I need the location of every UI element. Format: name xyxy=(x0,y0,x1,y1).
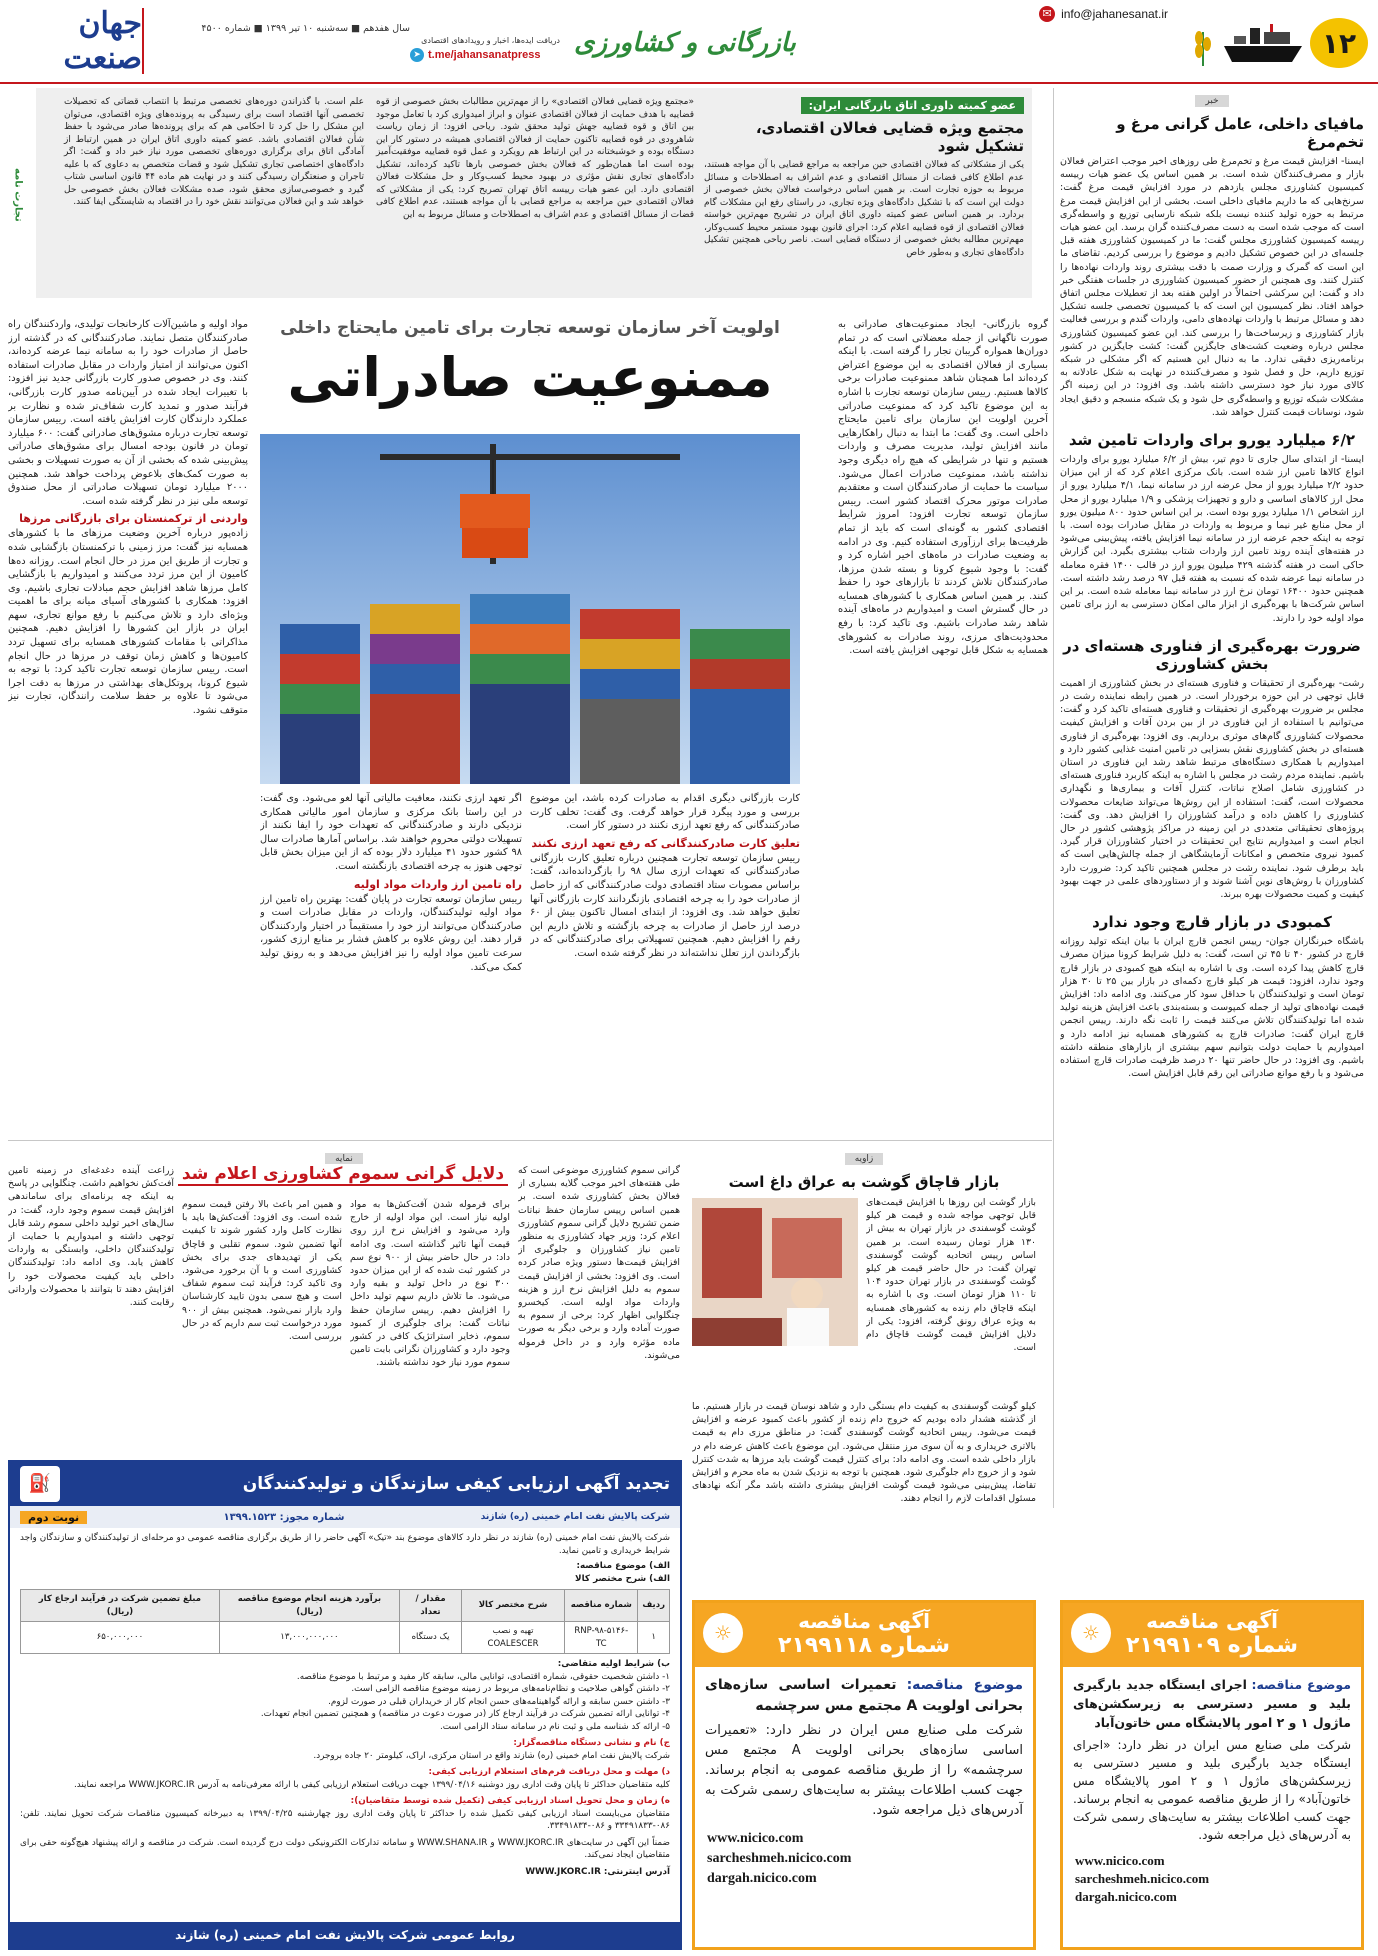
email-link[interactable]: ✉ info@jahanesanat.ir xyxy=(1039,6,1168,22)
table-cell: ۱ xyxy=(638,1622,670,1654)
table-cell: ۱۳,۰۰۰,۰۰۰,۰۰۰ xyxy=(219,1622,399,1654)
main-col-c: کارت بازرگانی دیگری اقدام به صادرات کرده باشد، این موضوع بررسی و مورد پیگرد قرار خواهد گرفت. وی گفت: تخلف کارت صادرکنندگانی که رفع تعهد ارزی نکنند در دستور کار است. تعلیق کارت صادرکنندگانی که رفع تعهد ارزی نکنند رییس سازمان توسعه تجارت همچنین درباره تعلیق کارت بازرگانی صادرکنندگانی که تعهدات ارزی سال ۹۸ را بازگردانده‌اند، گفت: براساس مصوبات ستاد اقتصادی دولت صادرکنندگانی که ارز حاصل از صادرات خود را به چرخه اقتصادی بازنگردانند کارت بازرگانی آنها تعلیق خواهد شد. وی افزود: از ابتدای امسال تاکنون بیش از ۶۰ درصد ارز حاصل از صادرات به چرخه بازگشته و تلاش داریم این رقم را افزایش دهیم. همچنین تسهیلاتی برای صادرکنندگانی که در بازگرداندن ارز تعلل نداشته‌اند در نظر گرفته شده است. xyxy=(530,793,800,959)
tender-links xyxy=(695,1829,1033,1889)
table-header-cell: برآورد هزینه انجام موضوع مناقصه (ریال) xyxy=(219,1590,399,1622)
article-title: ۶/۲ میلیارد یورو برای واردات تامین شد xyxy=(1068,431,1356,450)
main-kicker: اولویت آخر سازمان توسعه تجارت برای تامین مایحتاج داخلی xyxy=(280,318,780,338)
article-body: باشگاه خبرنگاران جوان- رییس انجمن قارچ ایران با بیان اینکه تولید روزانه قارچ در کشور ۴۰ تا ۴۵ تن است، گفت: به دلیل شرایط کرونا میزان مصرف قارچ کاهش پیدا کرده است. وی با اشاره به اینکه هیچ کمبودی در بازار قارچ وجود ندارد، افزود: قیمت هر کیلو قارچ دکمه‌ای در بازار بین ۲۵ تا ۳۰ هزار تومان است و تولیدکنندگان با حداقل سود کار می‌کنند. وی ادامه داد: افزایش قیمت نهاده‌های تولید از جمله کمپوست و بسته‌بندی باعث افزایش هزینه تولید شده اما تولیدکنندگان تلاش می‌کنند قیمت را ثابت نگه دارند. رییس انجمن قارچ ایران گفت: صادرات قارچ به کشورهای همسایه نیز ادامه دارد و امیدواریم با حمایت دولت بتوانیم سهم بیشتری از بازارهای منطقه داشته باشیم. وی افزود: در حال حاضر تنها ۲۰ درصد ظرفیت صادرات قارچ استفاده می‌شود و با رفع موانع صادراتی این رقم قابل افزایش است. xyxy=(1060,936,1364,1080)
cargo-ship-icon xyxy=(1220,22,1306,68)
article-title: ضرورت بهره‌گیری از فناوری هسته‌ای در بخش کشاورزی xyxy=(1063,636,1361,673)
table-cell: ۶۵۰,۰۰۰,۰۰۰ xyxy=(21,1622,220,1654)
side-tag: تجارت نامه xyxy=(12,168,24,222)
note-box: نمایه دلایل گرانی سموم کشاورزی اعلام شد گرانی سموم کشاورزی موضوعی است که طی هفته‌های اخیر موجب گلایه بسیاری از فعالان بخش کشاورزی شده است. بر همین اساس رییس سازمان حفظ نباتات ضمن تشریح دلایل گرانی سموم کشاورزی اعلام کرد: وزیر جهاد کشاورزی به منظور تامین نیاز کشاورزان و جلوگیری از افزایش قیمت‌ها دستور ویژه صادر کرده است. وی افزود: بخشی از افزایش قیمت سموم به دلیل افزایش نرخ ارز و هزینه واردات مواد اولیه است. کیخسرو چنگلوایی اظهار کرد: برخی از سموم به صورت آماده وارد و برخی دیگر به صورت ماده مؤثره وارد و در داخل فرموله می‌شوند. برای فرموله شدن آفت‌کش‌ها به مواد اولیه نیاز است. این مواد اولیه از خارج وارد می‌شود و افزایش نرخ ارز روی قیمت آنها تاثیر گذاشته است. وی ادامه داد: در حال حاضر بیش از ۹۰۰ نوع سم در کشور ثبت شده که از این میزان حدود ۳۰۰ نوع در داخل تولید و بقیه وارد می‌شود. ما تلاش داریم سهم تولید داخل را افزایش دهیم. رییس سازمان حفظ نباتات گفت: برای جلوگیری از کمبود سموم، ذخایر استراتژیک کافی در کشور وجود دارد و کشاورزان نگرانی بابت تامین سموم مورد نیاز خود نداشته باشند. و همین امر باعث بالا رفتن قیمت سموم شده است. وی افزود: آفت‌کش‌ها باید با نظارت کامل وارد کشور شوند تا کیفیت آنها تضمین شود. سموم تقلبی و قاچاق یکی از تهدیدهای جدی برای بخش کشاورزی است و با آن برخورد می‌شود. وی تاکید کرد: فرآیند ثبت سموم شفاف است و هیچ سمی بدون تایید کارشناسان وارد بازار نمی‌شود. همچنین بیش از ۹۰۰ مورد درخواست ثبت سم داریم که در حال بررسی است. زراعت آینده دغدغه‌ای در زمینه تامین آفت‌کش نخواهیم داشت. چنگلوایی در پاسخ به اینکه چه برنامه‌ای برای ساماندهی افزایش قیمت سموم وجود دارد، گفت: در سال‌های اخیر تولید داخلی سموم رشد قابل توجهی داشته و امیدواریم با حمایت از تولیدکنندگان داخلی، وابستگی به واردات کاهش یابد. وی ادامه داد: تولیدکنندگان داخلی باید کیفیت محصولات خود را افزایش دهند تا بتوانند با محصولات وارداتی رقابت کنند. xyxy=(8,1154,680,1369)
table-row xyxy=(21,1622,670,1654)
website-link[interactable]: dargah.nicico.com xyxy=(1075,1889,1177,1904)
main-col-b: مواد اولیه و ماشین‌آلات کارخانجات تولیدی، وارد‌کنندگان راه صادرکنندگان متصل نمایند. صادرکنندگانی که در گذشته ارز حاصل از صادرات خود را به سامانه نیما عرضه کرده‌اند، اکنون می‌توانند از امتیاز واردات در مقابل صادرات استفاده کنند. وی در خصوص صدور کارت بازرگانی جدید نیز افزود: با تغییرات ایجاد شده در آیین‌نامه صدور کارت بازرگانی، فرآیند صدور و تمدید کارت شفاف‌تر شده و نظارت بر عملکرد دارندگان کارت افزایش یافته است. رییس سازمان توسعه تجارت درباره مشوق‌های صادراتی گفت: ۶۰۰ میلیارد تومان در قانون بودجه امسال برای مشوق‌های صادراتی پیش‌بینی شده که بخشی از آن به صورت تسهیلات و بخشی به صورت کمک‌های بلاعوض پرداخت خواهد شد. همچنین ۲۰۰۰ میلیارد تومان تسهیلات صادراتی از محل صندوق توسعه ملی نیز در نظر گرفته شده است. واردنی از ترکمنستان برای بازرگانی مرزها زاده‌پور درباره آخرین وضعیت مرزهای ما با کشورهای همسایه نیز گفت: مرز زمینی با ترکمنستان بازگشایی شده و تجارت از طریق این مرز در حال انجام است. روزانه ده‌ها کامیون از این مرز تردد می‌کنند و امیدواریم با بازگشایی کامل مرزها شاهد افزایش حجم مبادلات تجاری باشیم. وی افزود: همکاری با کشورهای آسیای میانه برای ما اهمیت ویژه‌ای دارد و تلاش می‌کنیم با رفع موانع تجاری، سهم ایران در بازار این کشورها را افزایش دهیم. همچنین مذاکراتی با مقامات کشورهای همسایه برای تسهیل تردد کامیون‌ها و کاهش زمان توقف در مرزها در حال انجام است. رییس سازمان توسعه تجارت تاکید کرد: با توجه به شیوع کرونا، پروتکل‌های بهداشتی در مرزها به دقت اجرا می‌شود تا علاوه بر حفظ سلامت رانندگان، تجارت نیز متوقف نشود. xyxy=(8,319,248,717)
tender-links xyxy=(1063,1852,1361,1906)
website-link[interactable]: www.nicico.com xyxy=(1075,1853,1165,1868)
ad-company: شرکت پالایش نفت امام خمینی (ره) شازند xyxy=(480,1512,670,1522)
article-body: ایسنا- از ابتدای سال جاری تا دوم تیر، بیش از ۶/۲ میلیارد یورو برای واردات انواع کالاها تامین ارز شده است. بانک مرکزی اعلام کرد که از این میزان حدود ۲/۲ میلیارد یورو از محل عرضه ارز در سامانه نیما، ۴/۱ میلیارد یورو از محل ارز کالاهای اساسی و دارو و تجهیزات پزشکی و ۱/۹ میلیارد یورو از محل ارز اشخاص ۱/۱ میلیارد یورو بوده است. بر این اساس حدود ۸۰۰ میلیون یورو از محل منابع غیر نیما و مربوط به واردات در مقابل صادرات بوده است. با توجه به اینکه حجم عرضه ارز در سامانه نیما افزایش یافته، پیش‌بینی می‌شود در هفته‌های آینده روند تامین ارز واردات شتاب بیشتری بگیرد. این گزارش حاکی است در هفته گذشته ۴۲۹ میلیون یورو ارز در قالب ۱۴۰۰ فقره معامله در سامانه نیما عرضه شده که نسبت به هفته قبل ۹۷ درصد رشد داشته است. همچنین حدود ۱۶۴۰۰ تومان نرخ ارز در سامانه نیما معامله شده است. بر این اساس شرکت‌ها با بهره‌گیری از ابزار مالی امکان دسترسی به ارز برای تامین مواد اولیه خود را دارند. xyxy=(1060,454,1364,624)
article-title: کمبودی در بازار قارچ وجود ندارد xyxy=(1092,913,1332,932)
table-header-cell: شماره مناقصه xyxy=(565,1590,638,1622)
corner-title: بازار قاچاق گوشت به عراق داغ است xyxy=(728,1173,1000,1191)
main-col-d: اگر تعهد ارزی نکنند، معافیت مالیاتی آنها لغو می‌شود. وی گفت: در این راستا بانک مرکزی و سازمان امور مالیاتی همکاری نزدیکی دارند و صادرکنندگانی که تعهدات خود را ایفا نکنند از تسهیلات دولتی محروم خواهند شد. براساس آمارها صادرات سال ۹۸ کشور حدود ۴۱ میلیارد دلار بوده که از این میزان بخش قابل توجهی هنوز به چرخه اقتصادی بازنگشته است. راه تامین ارز واردات مواد اولیه رییس سازمان توسعه تجارت در پایان گفت: بهترین راه تامین ارز مواد اولیه تولیدکنندگان، واردات در مقابل صادرات است و صادرکنندگان می‌توانند ارز خود را مستقیماً در اختیار واردکنندگان قرار دهند. این روش علاوه بر کاهش فشار بر منابع ارزی کشور، سرعت تامین مواد اولیه را نیز افزایش می‌دهد و به رونق تولید کمک می‌کند. xyxy=(260,793,522,973)
top-news-col2: «مجتمع ویژه قضایی فعالان اقتصادی» را از مهم‌ترین مطالبات بخش خصوصی از قوه قضاییه با هدف حمایت از فعالان اقتصادی عنوان و ابراز امیدواری کرد با تعامل موجود بین اتاق و قوه قضاییه جهش تولید محقق شود. ریاحی افزود: از زمان ریاست شاهرودی در قوه قضاییه تاکنون حمایت از فعالان اقتصادی همیشه در دستور کار این دستگاه بوده و خوشبختانه در این ارتباط هم رویکرد و عمل قوه قضاییه موفقیت‌آمیز بوده است اما همان‌طور که فعالان بخش خصوصی بارها تاکید کرده‌اند، تشکیل دادگاه‌های تجاری نقش مؤثری در بهبود محیط کسب‌وکار و حل مشکلات فعالان اقتصادی دارد. این عضو هیات رییسه اتاق تهران تصریح کرد: یکی از مشکلاتی که فعالان اقتصادی حین مراجعه به مراجع قضایی با آن مواجه هستند، عدم اطلاع کافی قضات از مسائل اقتصادی و عدم اشراف به اصطلاحات و مسائل مربوط به این xyxy=(376,97,694,220)
condition-item: ۵- ارائه کد شناسه ملی و ثبت نام در سامانه ستاد الزامی است. xyxy=(440,1721,670,1732)
tender-ad-b: آگهی مناقصه شماره ۲۱۹۹۱۰۹ ☼ موضوع مناقصه: اجرای ایستگاه جدید بارگیری بلید و مسیر دسترسی به زیرسکشن‌های ماژول ۱ و ۲ امور پالایشگاه مس خاتون‌آباد شرکت ملی صنایع مس ایران در نظر دارد: «اجرای ایستگاه جدید بارگیری بلید و مسیر دسترسی به زیرسکشن‌های ماژول ۱ و ۲ امور پالایشگاه مس خاتون‌آباد» را از طریق مناقصه عمومی به انجام برساند. جهت کسب اطلاعات بیشتر به سایت‌های رسمی شرکت به آدرس‌های ذیل مراجعه شود. www.nicico.com sarcheshmeh.nicico.com dargah.nicico.com xyxy=(1060,1600,1364,1950)
news-tag: خبر xyxy=(1195,95,1228,107)
condition-item: ۲- داشتن گواهی صلاحیت و نظام‌نامه‌های مربوط در زمینه موضوع مناقصه الزامی است. xyxy=(351,1684,670,1694)
nicico-logo-icon: ☼ xyxy=(703,1613,743,1653)
website-link[interactable]: dargah.nicico.com xyxy=(707,1871,817,1886)
section-title: بازرگانی و کشاورزی xyxy=(574,28,796,58)
table-cell: RNP-۹۸-۵۱۴۶-TC xyxy=(565,1622,638,1654)
main-intro-col: گروه بازرگانی- ایجاد ممنوعیت‌های صادراتی به صورت ناگهانی از جمله معضلاتی است که در تمام دوران‌ها همواره گریبان تجار را گرفته است. با اینکه بسیاری از فعالان اقتصادی به این موضوع اعتراض کرده‌اند اما همچنان شاهد ممنوعیت صادرات برخی کالاها هستیم. رییس سازمان توسعه تجارت با اشاره به این موضوع تاکید کرد که ممنوعیت صادراتی آخرین اولویت این سازمان برای تامین مایحتاج داخلی است. وی گفت: ما ابتدا به دنبال راهکارهایی مانند افزایش تولید، مدیریت مصرف و واردات هستیم و تنها در شرایطی که هیچ راه دیگری وجود نداشته باشد، ممنوعیت صادرات اعمال می‌شود. سیاست ما حمایت از صادرکنندگان است و معتقدیم صادرات موتور محرک اقتصاد کشور است. رییس سازمان توسعه تجارت افزود: امروز شرایط اقتصادی کشور به گونه‌ای است که باید از تمام ظرفیت‌ها برای ارزآوری استفاده کنیم. وی در ادامه به وضعیت صادرات در ماه‌های اخیر اشاره کرد و گفت: با وجود شیوع کرونا و بسته شدن مرزها، صادرکنندگان تلاش کردند تا بازارهای خود را حفظ کنند. بر همین اساس همکاری با کشورهای همسایه در حال گسترش است و امیدواریم در ماه‌های آینده شاهد رشد صادرات باشیم. وی تاکید کرد: با رفع محدودیت‌های مرزی، روند صادرات به کشورهای همسایه به شکل قابل توجهی افزایش یافته است. xyxy=(838,319,1048,657)
ad-round: نوبت دوم xyxy=(20,1511,87,1524)
table-header-cell: مقدار / تعداد xyxy=(400,1590,462,1622)
right-news-column xyxy=(1060,88,1364,1508)
container-port-photo xyxy=(260,434,800,784)
table-header-cell: ردیف xyxy=(638,1590,670,1622)
condition-item: ۳- داشتن حسن سابقه و ارائه گواهینامه‌های حسن انجام کار از خریداران قبلی در صورت لزوم. xyxy=(328,1696,670,1707)
wheat-icon xyxy=(1188,26,1218,66)
page-number: ۱۲ xyxy=(1310,18,1368,68)
email-icon: ✉ xyxy=(1039,6,1055,22)
condition-item: ۴- توانایی ارائه تضمین شرکت در فرآیند ارجاع کار (در صورت دعوت در مناقصه) و همچنین تضمین انجام تعهدات. xyxy=(260,1709,670,1719)
website-link[interactable]: sarcheshmeh.nicico.com xyxy=(1075,1871,1210,1886)
refinery-logo-icon: ⛽ xyxy=(20,1466,60,1502)
newspaper-logo: جهان صنعت xyxy=(10,8,144,74)
telegram-promo[interactable]: دریافت ایده‌ها، اخبار و رویدادهای اقتصادی t.me/jahansanatpress ➤ xyxy=(410,36,560,62)
website-link[interactable]: www.nicico.com xyxy=(707,1831,804,1846)
tender-ad-a: آگهی مناقصه شماره ۲۱۹۹۱۱۸ ☼ موضوع مناقصه: تعمیرات اساسی سازه‌های بحرانی اولویت A مجتمع مس سرچشمه شرکت ملی صنایع مس ایران در نظر دارد: «تعمیرات اساسی سازه‌های بحرانی اولویت A مجتمع مس سرچشمه» را از طریق مناقصه عمومی به انجام برساند. جهت کسب اطلاعات بیشتر به سایت‌های رسمی شرکت به آدرس‌های ذیل مراجعه شود. www.nicico.com sarcheshmeh.nicico.com dargah.nicico.com xyxy=(692,1600,1036,1950)
masthead xyxy=(0,0,1378,84)
top-news-title: مجتمع ویژه قضایی فعالان اقتصادی، تشکیل شود xyxy=(755,119,1024,155)
top-news-col1: یکی از مشکلاتی که فعالان اقتصادی حین مراجعه به مراجع قضایی با آن مواجه هستند، عدم اطلاع کافی قضات از مسائل اقتصادی و عدم اشراف به اصطلاحات و مسائل مربوط به حوزه تجارت است. بر همین اساس درخواست فعالان بخش خصوصی از دولت این است که با تشکیل دادگاه‌های ویژه تجاری، در راستای رفع این مشکلات گام بردارد. بر همین اساس عضو کمیته داوری اتاق ایران در تشریح مهم‌ترین خواسته فعالان اقتصادی از قوه قضاییه اعلام کرد: اجرای قانون بهبود مستمر محیط کسب‌وکار، مهم‌ترین مطالبه بخش خصوصی از دستگاه قضایی است. ناصر ریاحی همچنین تشکیل دادگاه‌های تجاری و به‌طور خاص xyxy=(704,160,1024,258)
ad-title: تجدید آگهی ارزیابی کیفی سازندگان و تولیدکنندگان xyxy=(242,1474,670,1494)
article-body: ایسنا- افزایش قیمت مرغ و تخم‌مرغ طی روزهای اخیر موجب اعتراض فعالان بازار و مصرف‌کنندگان شده است. بر همین اساس یک عضو هیات رییسه کمیسیون کشاورزی مجلس یازدهم در مورد افزایش قیمت مرغ گفت: سرنخ‌هایی که ما داریم مافیای داخلی است. بخشی از این افزایش قیمت مرغ مرتبط به حوزه تولید کننده نیست بلکه شبکه نارسایی توزیع و واسطه‌گری است که موجب شده است به دست مصرف‌کننده گران برسد. این عضو هیات رییسه کمیسیون کشاورزی مجلس گفت: ما در کمیسیون کشاورزی هفته قبل جلسه‌ای در این خصوص تشکیل دادیم و موضوع را بررسی کردیم. تقاضای ما این است که گمرک و وزارت صمت با دقت بیشتری روند واردات نهاده‌ها را کنترل کنند. وی همچنین از حضور کمیسیون کشاورزی در جلسات هفتگی خبر داد و گفت: این سرکشی احتمالاً در اولین هفته بعد از تعطیلات مجلس اتفاق خواهد افتاد. نظر کمیسیون این است که با کمیسیون تخصصی جلسه تشکیل دهد و مسائل مرتبط با واردات نهاده‌های دامی، واردات گندم و بررسی فعالیت بازار کشاورزی و زیرساخت‌ها را بررسی کند. این عضو کمیسیون کشاورزی مجلس درباره وضعیت کشت‌های جایگزین گفت: کشت جایگزین در کشور برنامه‌ریزی دقیقی ندارد. ما به دنبال این هستیم که اگر مشکلی در شبکه توزیع داریم، حل و فصل شود و مصرف‌کننده در نهایت به شکل عادلانه به کالای مورد نیاز خود دسترسی داشته باشد. وی افزود: در این زمینه اگر مشکلات شبکه توزیع و واسطه‌گری حل شود و یک شبکه منسجم و دقیق ایجاد شود، نوسانات قیمت کنترل خواهد شد. xyxy=(1060,156,1364,418)
butcher-photo xyxy=(692,1198,858,1346)
table-header-cell: شرح مختصر کالا xyxy=(461,1590,564,1622)
table-cell: تهیه و نصب COALESCER xyxy=(461,1622,564,1654)
issue-info: سال هفدهم ■ سه‌شنبه ۱۰ تیر ۱۳۹۹ ■ شماره ۴۵۰۰ xyxy=(201,23,410,34)
website-link[interactable]: sarcheshmeh.nicico.com xyxy=(707,1851,852,1866)
refinery-ad: تجدید آگهی ارزیابی کیفی سازندگان و تولیدکنندگان ⛽ شرکت پالایش نفت امام خمینی (ره) شازند شماره مجوز: ۱۳۹۹.۱۵۲۳ نوبت دوم شرکت پالایش نفت امام خمینی (ره) شازند در نظر دارد کالاهای موضوع بند «تیک» آگهی حاضر را از طریق برگزاری مناقصه عمومی دو مرحله‌ای از تولیدکنندگان و سازندگان واجد شرایط خریداری و تامین نماید. الف) موضوع مناقصه: الف) شرح مختصر کالا ردیف شماره مناقصه شرح مختصر کالا مقدار / تعداد برآورد هزینه انجام موضوع مناقصه (ریال) مبلغ تضمین شرکت در فرآیند ارجاع کار (ریال) ۱ RNP-۹۸-۵۱۴۶-TC تهیه و نصب COALESCER یک دستگاه ۱۳,۰۰۰,۰۰۰,۰۰۰ ۶۵۰,۰۰۰,۰۰۰ ب) شرایط اولیه متقاضی: ۱- داشتن شخصیت حقوقی، شماره اقتصادی، توانایی مالی، سابقه کار مفید و مرتبط با موضوع مناقصه. ۲- داشتن گواهی صلاحیت و نظام‌نامه‌های مربوط در زمینه موضوع مناقصه الزامی است. ۳- داشتن حسن سابقه و ارائه گواهینامه‌های حسن انجام کار از خریداران قبلی در صورت لزوم. ۴- توانایی ارائه تضمین شرکت در فرآیند ارجاع کار (در صورت دعوت در مناقصه) و همچنین تضمین انجام تعهدات. ۵- ارائه کد شناسه ملی و ثبت نام در سامانه ستاد الزامی است. ج) نام و نشانی دستگاه مناقصه‌گزار: شرکت پالایش نفت امام خمینی (ره) شازند واقع در استان مرکزی، اراک، کیلومتر ۲۰ جاده بروجرد. د) مهلت و محل دریافت فرم‌های استعلام ارزیابی کیفی: کلیه متقاضیان حداکثر تا پایان وقت اداری روز دوشنبه ۱۳۹۹/۰۴/۱۶ جهت دریافت استعلام ارزیابی کیفی با ارائه معرفی‌نامه به آدرس WWW.JKORC.IR مراجعه نمایند. ه) زمان و محل تحویل اسناد ارزیابی کیفی (تکمیل شده توسط متقاضیان): متقاضیان می‌بایست اسناد ارزیابی کیفی تکمیل شده را حداکثر تا پایان وقت اداری روز چهارشنبه ۱۳۹۹/۰۴/۲۵ به دبیرخانه کمیسیون مناقصات شرکت تحویل نمایند. تلفن: ۰۸۶-۳۳۴۹۱۸۳۳ و ۰۸۶-۳۳۴۹۱۸۳۴. ضمناً این آگهی در سایت‌های WWW.JKORC.IR و WWW.SHANA.IR و سامانه تدارکات الکترونیکی دولت درج گردیده است. شرکت در مناقصه و ارائه پیشنهاد هیچ‌گونه حقی برای متقاضیان ایجاد نمی‌کند. آدرس اینترنتی: WWW.JKORC.IR روابط عمومی شرکت پالایش نفت امام خمینی (ره) شازند xyxy=(8,1460,682,1950)
condition-item: ۱- داشتن شخصیت حقوقی، شماره اقتصادی، توانایی مالی، سابقه کار مفید و مرتبط با موضوع مناقصه. xyxy=(296,1671,670,1682)
main-headline: ممنوعیت صادراتی xyxy=(287,346,773,409)
corner-tag: زاویه xyxy=(845,1153,884,1165)
table-header-cell: مبلغ تضمین شرکت در فرآیند ارجاع کار (ریال) xyxy=(21,1590,220,1622)
article-title: مافیای داخلی، عامل گرانی مرغ و تخم‌مرغ xyxy=(1116,115,1364,151)
article-body: رشت- بهره‌گیری از تحقیقات و فناوری هسته‌ای در بخش کشاورزی از اهمیت قابل توجهی در این حوزه برخوردار است. در همین رابطه نماینده رشت در مجلس بر ضرورت بهره‌گیری از تحقیقات و فناوری هسته‌ای تاکید کرد و گفت: می‌توانیم با استفاده از این فناوری در از بین بردن آفات و افزایش کیفیت محصولات کشاورزی گام‌های موثری برداریم. وی افزود: بهره‌گیری از فناوری هسته‌ای در بخش کشاورزی نقش بسزایی در تامین امنیت غذایی کشور دارد و امیدواریم با همکاری دستگاه‌های مرتبط شاهد رشد این فناوری در استان باشیم. نماینده مردم رشت در مجلس با اشاره به اینکه کاربرد فناوری هسته‌ای در کشاورزی شامل اصلاح نباتات، کنترل آفات و بیماری‌ها و نگهداری محصولات است، گفت: استفاده از این روش‌ها می‌تواند ضایعات محصولات کشاورزی را کاهش داده و درآمد کشاورزان را افزایش دهد. وی گفت: پروژه‌های تحقیقاتی متعددی در این زمینه در مراکز پژوهشی کشور در حال انجام است و امیدواریم نتایج این تحقیقات در اختیار کشاورزان قرار گیرد. کمبود نیروی متخصص و امکانات آزمایشگاهی از جمله چالش‌هایی است که باید برطرف شود. نماینده رشت در مجلس همچنین تاکید کرد: ضرورت دارد کشاورزان با روش‌های نوین آشنا شوند و از دستاوردهای علمی در جهت بهبود کیفیت و کمیت محصولات بهره ببرند. xyxy=(1060,677,1364,900)
top-news-box xyxy=(36,88,1032,298)
ad-footer: روابط عمومی شرکت پالایش نفت امام خمینی (ره) شازند xyxy=(175,1928,515,1942)
ad-license: شماره مجوز: ۱۳۹۹.۱۵۲۳ xyxy=(223,1511,345,1523)
note-title: دلایل گرانی سموم کشاورزی اعلام شد xyxy=(178,1164,508,1186)
telegram-icon: ➤ xyxy=(410,48,424,62)
tender-table xyxy=(20,1589,670,1654)
table-cell: یک دستگاه xyxy=(400,1622,462,1654)
note-tag: نمایه xyxy=(325,1153,363,1165)
top-news-col3: علم است. با گذراندن دوره‌های تخصصی مرتبط با انتصاب قضاتی که تحصیلات تخصصی آنها اقتصاد است برای رسیدگی به پرونده‌های ویژه اقتصادی، می‌توان این مشکل را حل کرد تا احکامی هم که برای پرونده‌ها صادر می‌شود با حفظ شأن فعالان اقتصادی باشد. عضو کمیته داوری اتاق ایران در همین ارتباط از آمادگی اتاق برای برگزاری دوره‌های تخصصی مورد نیاز خبر داد و گفت: اگر دادگاه‌های اختصاصی تجاری تشکیل شود و قضات متخصص به دعاوی که با علیه تاجران و صنعتگران رسیدگی کنند و در نهایت هم ماده ۴۴ قانون اساسی شتاب گیرد و خصوصی‌سازی محقق شود، صده مشکلات فعالان بخش خصوصی حل خواهد شد و این فعالان می‌توانند نقش خود را در اقتصاد به شایستگی ایفا کنند. xyxy=(64,97,364,207)
top-news-label: عضو کمیته داوری اتاق بازرگانی ایران: xyxy=(801,97,1024,114)
corner-box: زاویه بازار قاچاق گوشت به عراق داغ است بازار گوشت این روزها با افزایش قیمت‌های قابل توجهی مواجه شده و قیمت هر کیلو گوشت گوسفندی در بازار تهران به بیش از ۱۳۰ هزار تومان رسیده است. بر همین اساس رییس اتحادیه گوشت گوسفندی تهران گفت: در حال حاضر قیمت هر کیلو گوشت گوسفندی در بازار تهران حدود ۱۰۴ تا ۱۱۰ هزار تومان است. وی با اشاره به اینکه قاچاق دام زنده به کشورهای همسایه به ویژه عراق رونق گرفته، افزود: یکی از دلایل افزایش قیمت گوشت قاچاق دام است. کیلو گوشت گوسفندی به کیفیت دام بستگی دارد و شاهد نوسان قیمت در بازار هستیم. ما از گذشته هشدار داده بودیم که خروج دام زنده از کشور باعث کمبود عرضه و افزایش قیمت می‌شود. رییس اتحادیه گوشت گوسفندی گفت: در مناطق مرزی دام به قیمت بالاتری خریداری و به آن سوی مرز منتقل می‌شود. این موضوع باعث کاهش عرضه دام در بازار داخلی شده است. وی ادامه داد: برای کنترل قیمت گوشت باید مرزها به شدت کنترل شود و از خروج دام جلوگیری شود. همچنین با توجه به نزدیک شدن به ماه محرم و افزایش تقاضا، پیش‌بینی می‌شود قیمت گوشت افزایش بیشتری داشته باشد مگر آنکه نهادهای مسئول اقدامات لازم را انجام دهند. xyxy=(692,1154,1036,1505)
nicico-logo-icon: ☼ xyxy=(1071,1613,1111,1653)
